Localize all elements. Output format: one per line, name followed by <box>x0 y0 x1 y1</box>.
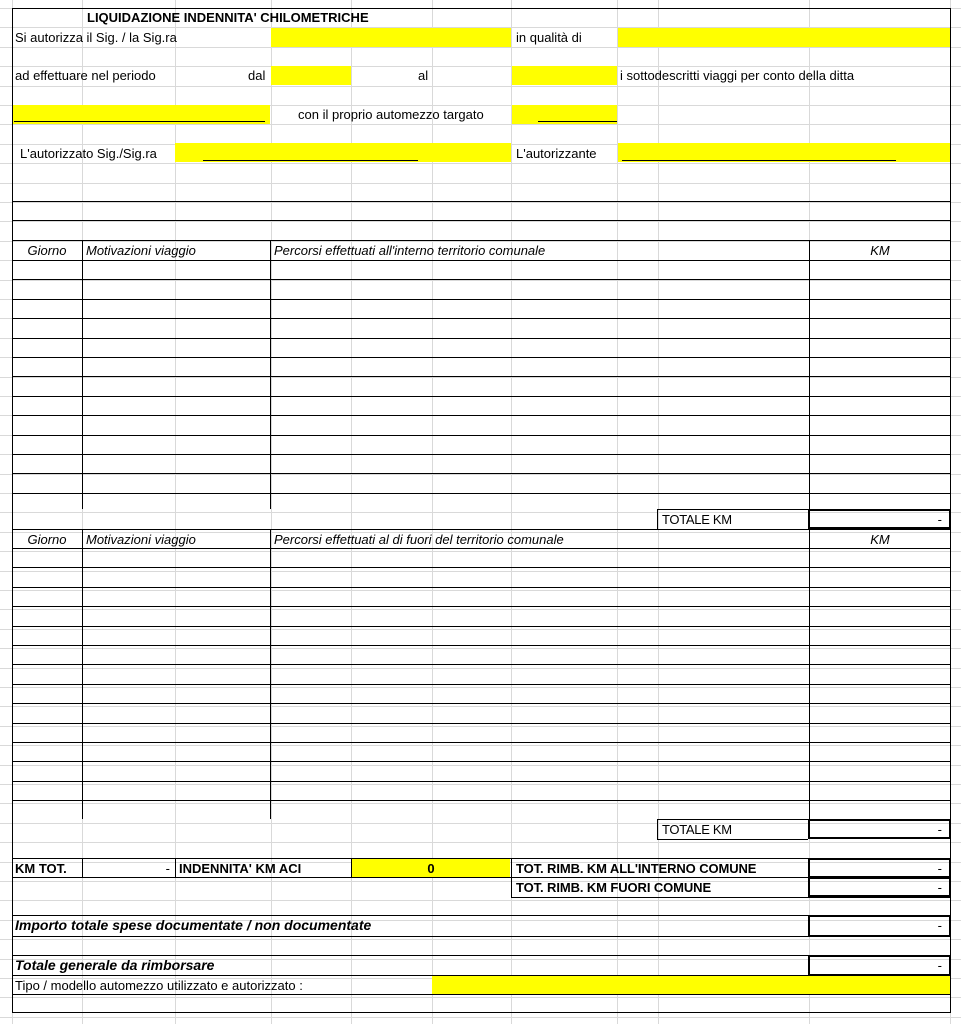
border-line-v <box>175 858 176 877</box>
rimb-interno-box[interactable] <box>808 858 951 878</box>
totale-box[interactable] <box>808 955 951 976</box>
name-input-cell[interactable] <box>271 28 511 47</box>
border-line-h <box>12 435 951 436</box>
border-line-h <box>12 684 951 685</box>
border-line-h <box>657 509 808 510</box>
header-top-border <box>12 8 951 9</box>
km-tot-label: KM TOT. <box>15 861 67 876</box>
border-line-h <box>12 260 951 261</box>
t2-col-reason: Motivazioni viaggio <box>86 532 196 547</box>
border-line-h <box>12 357 951 358</box>
date-from-input-cell[interactable] <box>271 66 351 85</box>
border-line-h <box>12 703 951 704</box>
border-line-h <box>12 338 951 339</box>
sheet-bottom-border <box>12 1012 951 1013</box>
to-label: al <box>418 68 429 83</box>
border-line-h <box>12 761 951 762</box>
border-line-h <box>657 839 808 840</box>
border-line-h <box>12 915 951 916</box>
indennita-value: 0 <box>427 861 435 876</box>
sheet-right-border <box>950 8 951 1012</box>
rimb-fuori-label: TOT. RIMB. KM FUORI COMUNE <box>516 880 712 895</box>
vehicle-model-input-cell[interactable] <box>432 976 950 994</box>
border-line-h <box>12 723 951 724</box>
date-to-input-cell[interactable] <box>512 66 617 85</box>
border-line-v <box>82 858 83 877</box>
border-line-h <box>657 819 808 820</box>
border-line-v <box>351 858 352 877</box>
border-line-h <box>12 279 951 280</box>
border-line-h <box>12 548 951 549</box>
border-line-h <box>12 567 951 568</box>
t2-col-line <box>82 529 83 819</box>
border-line-h <box>12 742 951 743</box>
role-input-cell[interactable] <box>618 28 950 47</box>
t2-col-line <box>270 529 271 819</box>
border-line-h <box>12 858 951 859</box>
border-line-h <box>12 376 951 377</box>
border-line-v <box>657 819 658 839</box>
from-label: dal <box>248 68 266 83</box>
border-line-h <box>12 664 951 665</box>
company-underline <box>14 121 265 122</box>
border-line-h <box>12 955 951 956</box>
t1-total-value: - <box>937 512 942 527</box>
role-label: in qualità di <box>516 30 582 45</box>
rimb-fuori-value: - <box>937 880 942 895</box>
border-line-h <box>12 240 951 241</box>
totale-label: Totale generale da rimborsare <box>15 957 215 973</box>
t1-col-line <box>809 240 810 509</box>
border-line-h <box>12 220 951 221</box>
border-line-v <box>657 509 658 529</box>
border-line-h <box>12 415 951 416</box>
form-title: LIQUIDAZIONE INDENNITA' CHILOMETRICHE <box>87 10 369 25</box>
sheet-left-border <box>12 8 13 1012</box>
border-line-h <box>12 936 951 937</box>
border-line-v <box>511 858 512 897</box>
border-line-h <box>12 975 951 976</box>
t2-col-route: Percorsi effettuati al di fuori del territorio comunale <box>274 532 564 547</box>
t1-col-reason: Motivazioni viaggio <box>86 243 196 258</box>
border-line-h <box>12 299 951 300</box>
border-line-h <box>12 781 951 782</box>
indennita-label: INDENNITA' KM ACI <box>179 861 302 876</box>
authorized-label: L'autorizzato Sig./Sig.ra <box>20 146 157 161</box>
border-line-h <box>12 645 951 646</box>
border-line-h <box>12 800 951 801</box>
km-tot-value: - <box>165 861 170 876</box>
trips-label: i sottodescritti viaggi per conto della ditta <box>620 68 855 83</box>
t2-col-day: Giorno <box>27 532 67 547</box>
importo-box[interactable] <box>808 915 951 937</box>
border-line-h <box>12 587 951 588</box>
border-line-h <box>12 473 951 474</box>
t1-col-km: KM <box>870 243 890 258</box>
border-line-h <box>511 897 951 898</box>
authorizer-label: L'autorizzante <box>516 146 597 161</box>
t1-col-line <box>270 240 271 509</box>
period-label: ad effettuare nel periodo <box>15 68 156 83</box>
rimb-interno-label: TOT. RIMB. KM ALL'INTERNO COMUNE <box>516 861 757 876</box>
border-line-h <box>12 201 951 202</box>
vehicle-plate-label: con il proprio automezzo targato <box>298 107 484 122</box>
plate-underline <box>538 121 617 122</box>
t1-total-label: TOTALE KM <box>662 512 732 527</box>
totale-value: - <box>937 958 942 973</box>
border-line-h <box>12 529 951 530</box>
border-line-h <box>12 606 951 607</box>
t2-col-km: KM <box>870 532 890 547</box>
t1-col-route: Percorsi effettuati all'interno territorio comunale <box>274 243 546 258</box>
border-line-h <box>12 318 951 319</box>
t2-total-label: TOTALE KM <box>662 822 732 837</box>
tipo-label: Tipo / modello automezzo utilizzato e autorizzato : <box>15 978 303 993</box>
t1-col-day: Giorno <box>27 243 67 258</box>
border-line-h <box>12 626 951 627</box>
border-line-h <box>657 529 808 530</box>
importo-label: Importo totale spese documentate / non documentate <box>15 917 372 933</box>
border-line-h <box>12 994 951 995</box>
border-line-h <box>12 493 951 494</box>
border-line-h <box>12 396 951 397</box>
border-line-h <box>12 877 951 878</box>
t1-total-box[interactable] <box>808 509 951 529</box>
t2-total-box[interactable] <box>808 819 951 839</box>
authorize-label: Si autorizza il Sig. / la Sig.ra <box>15 30 177 45</box>
authorized-underline <box>203 160 418 161</box>
t2-col-line <box>809 529 810 819</box>
rimb-fuori-box[interactable] <box>808 877 951 897</box>
t1-col-line <box>82 240 83 509</box>
rimb-interno-value: - <box>937 861 942 876</box>
t2-total-value: - <box>937 822 942 837</box>
authorizer-underline <box>622 160 896 161</box>
importo-value: - <box>937 918 942 933</box>
border-line-h <box>12 454 951 455</box>
